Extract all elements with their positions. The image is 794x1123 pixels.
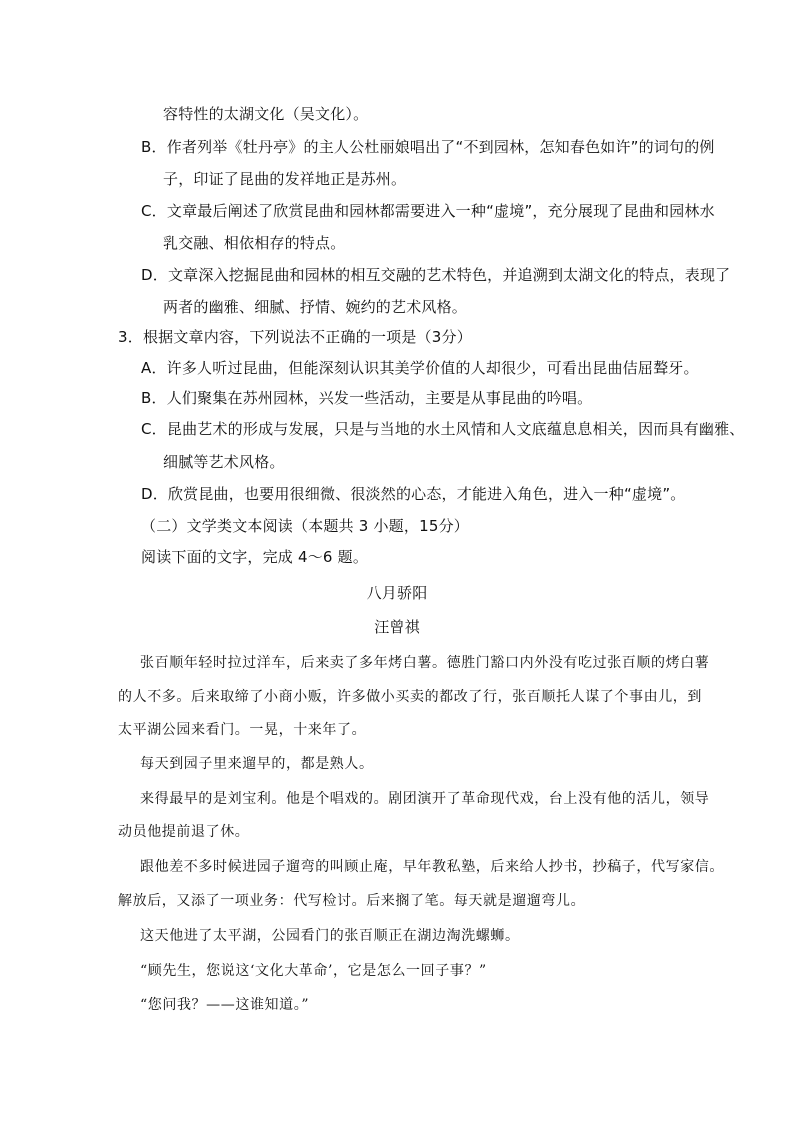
section2-heading: （二）文学类文本阅读（本题共 3 小题，15分） — [141, 517, 469, 535]
story-line: 来得最早的是刘宝利。他是个唱戏的。剧团演开了革命现代戏，台上没有他的活儿，领导 — [140, 791, 710, 807]
story-line: 动员他提前退了休。 — [118, 824, 250, 840]
story-line: 解放后，又添了一项业务：代写检讨。后来搁了笔。每天就是遛遛弯儿。 — [118, 893, 586, 909]
q2-option-d-line1: D．文章深入挖掘昆曲和园林的相互交融的艺术特色，并追溯到太湖文化的特点，表现了 — [141, 266, 731, 284]
section2-instruction: 阅读下面的文字，完成 4～6 题。 — [141, 548, 369, 566]
q3-option-b: B．人们聚集在苏州园林，兴发一些活动，主要是从事昆曲的吟唱。 — [141, 389, 593, 407]
q2-option-c-line2: 乳交融、相依相存的特点。 — [163, 234, 346, 252]
story-title: 八月骄阳 — [366, 584, 428, 602]
q2-option-b-line2: 子，印证了昆曲的发祥地正是苏州。 — [163, 170, 407, 188]
q3-stem: 3．根据文章内容，下列说法不正确的一项是（3分） — [118, 328, 472, 346]
story-line: 这天他进了太平湖，公园看门的张百顺正在湖边淘洗螺蛳。 — [140, 928, 520, 944]
story-line: 每天到园子里来遛早的，都是熟人。 — [140, 756, 374, 772]
story-line: 太平湖公园来看门。一晃，十来年了。 — [118, 722, 367, 738]
story-line: 的人不多。后来取缔了小商小贩，许多做小买卖的都改了行，张百顺托人谋了个事由儿，到 — [118, 689, 702, 705]
story-line: “您问我？——这谁知道。” — [140, 997, 310, 1013]
q2-option-a-continuation: 容特性的太湖文化（吴文化）。 — [163, 105, 369, 123]
q3-option-d: D．欣赏昆曲，也要用很细微、很淡然的心态，才能进入角色，进入一种“虚境”。 — [141, 485, 686, 503]
q2-option-c-line1: C．文章最后阐述了欣赏昆曲和园林都需要进入一种“虚境”，充分展现了昆曲和园林水 — [141, 202, 715, 220]
story-author: 汪曾祺 — [374, 618, 420, 636]
q3-option-c-line1: C．昆曲艺术的形成与发展，只是与当地的水土风情和人文底蕴息息相关，因而具有幽雅、 — [141, 420, 745, 438]
story-line: “顾先生，您说这‘文化大革命’，它是怎么一回子事？” — [140, 963, 487, 979]
q2-option-b-line1: B．作者列举《牡丹亭》的主人公杜丽娘唱出了“不到园林，怎知春色如许”的词句的例 — [141, 138, 715, 156]
story-line: 张百顺年轻时拉过洋车，后来卖了多年烤白薯。德胜门豁口内外没有吃过张百顺的烤白薯 — [140, 655, 710, 671]
q3-option-c-line2: 细腻等艺术风格。 — [163, 453, 285, 471]
story-line: 跟他差不多时候进园子遛弯的叫顾止庵，早年教私塾，后来给人抄书，抄稿子，代写家信。 — [140, 859, 724, 875]
q3-option-a: A．许多人听过昆曲，但能深刻认识其美学价值的人却很少，可看出昆曲佶屈聱牙。 — [141, 359, 699, 377]
q2-option-d-line2: 两者的幽雅、细腻、抒情、婉约的艺术风格。 — [163, 298, 468, 316]
